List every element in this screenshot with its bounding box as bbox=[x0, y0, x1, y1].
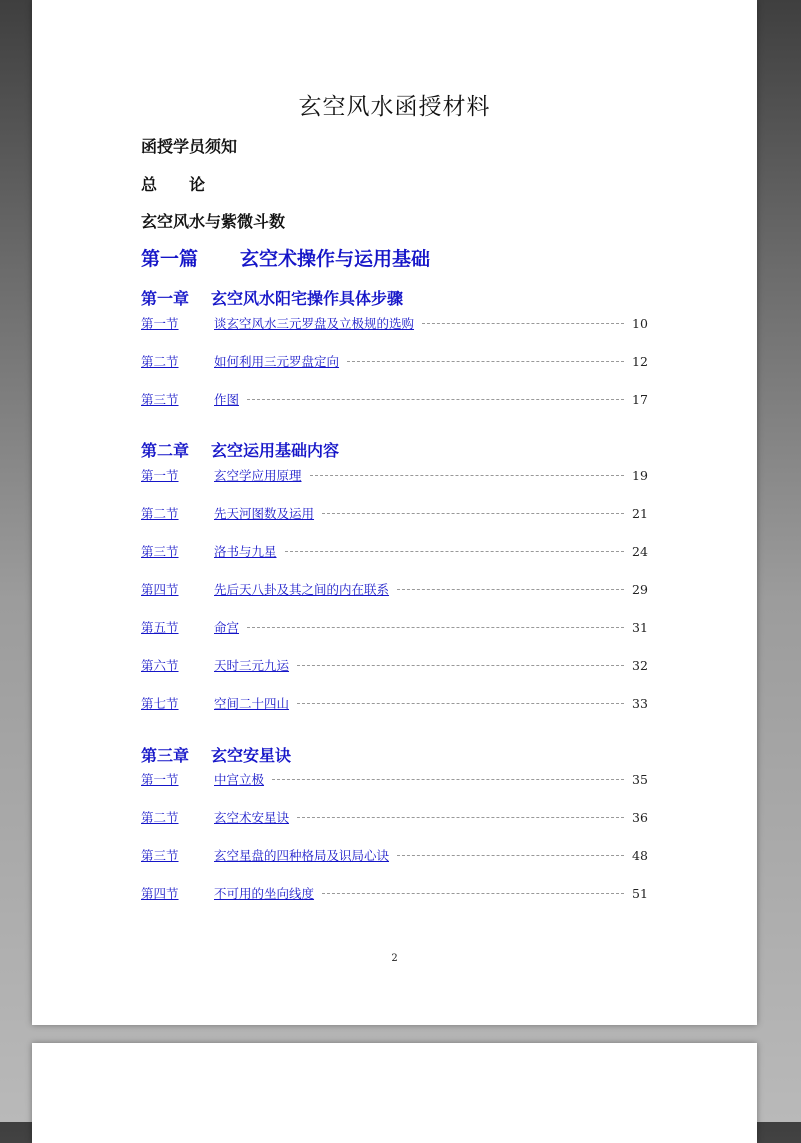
chapter-1-link[interactable] bbox=[141, 286, 403, 309]
section-number: 第一节 bbox=[141, 468, 179, 483]
section-page: 29 bbox=[632, 581, 648, 597]
section-page: 33 bbox=[632, 695, 648, 711]
part-title: 玄空术操作与运用基础 bbox=[240, 248, 431, 270]
section-number: 第二节 bbox=[141, 506, 179, 521]
section-number: 第一节 bbox=[141, 772, 179, 787]
section-page: 48 bbox=[632, 847, 648, 863]
section-title: 玄空术安星诀 bbox=[214, 810, 290, 825]
heading-fengshui-and-ziwei: 玄空风水与紫微斗数 bbox=[141, 212, 286, 231]
toc-entry-1-2[interactable] bbox=[141, 352, 648, 370]
document-page bbox=[32, 0, 757, 1025]
section-title: 命宫 bbox=[214, 620, 240, 635]
section-number: 第四节 bbox=[141, 886, 179, 901]
next-document-page bbox=[32, 1043, 757, 1143]
chapter-title: 玄空安星诀 bbox=[211, 746, 292, 765]
section-title: 不可用的坐向线度 bbox=[214, 886, 315, 901]
chapter-title: 玄空运用基础内容 bbox=[211, 441, 340, 460]
section-title: 玄空星盘的四种格局及识局心诀 bbox=[214, 848, 390, 863]
section-number: 第七节 bbox=[141, 696, 179, 711]
toc-entry-2-2[interactable] bbox=[141, 504, 648, 522]
section-number: 第三节 bbox=[141, 392, 179, 407]
dot-leader bbox=[297, 703, 624, 704]
dot-leader bbox=[322, 893, 624, 894]
heading-general-introduction: 总 论 bbox=[141, 175, 206, 194]
section-title: 中宫立极 bbox=[214, 772, 265, 787]
section-number: 第一节 bbox=[141, 316, 179, 331]
section-page: 19 bbox=[632, 467, 648, 483]
section-page: 24 bbox=[632, 543, 648, 559]
section-number: 第四节 bbox=[141, 582, 179, 597]
section-title: 作图 bbox=[214, 392, 240, 407]
section-number: 第六节 bbox=[141, 658, 179, 673]
section-number: 第二节 bbox=[141, 810, 179, 825]
chapter-title: 玄空风水阳宅操作具体步骤 bbox=[211, 289, 404, 308]
chapter-2-link[interactable] bbox=[141, 438, 339, 461]
document-title: 玄空风水函授材料 bbox=[298, 94, 491, 120]
section-page: 10 bbox=[632, 315, 648, 331]
dot-leader bbox=[247, 399, 624, 400]
toc-entry-2-3[interactable] bbox=[141, 542, 648, 560]
section-title: 洛书与九星 bbox=[214, 544, 277, 559]
dot-leader bbox=[347, 361, 624, 362]
toc-entry-2-6[interactable] bbox=[141, 656, 648, 674]
page-number: 2 bbox=[391, 953, 398, 964]
section-number: 第三节 bbox=[141, 848, 179, 863]
section-title: 空间二十四山 bbox=[214, 696, 290, 711]
toc-entry-3-2[interactable] bbox=[141, 808, 648, 826]
toc-entry-2-1[interactable] bbox=[141, 466, 648, 484]
section-page: 36 bbox=[632, 809, 648, 825]
section-page: 35 bbox=[632, 771, 648, 787]
part-heading-link[interactable] bbox=[141, 244, 430, 271]
toc-entry-3-4[interactable] bbox=[141, 884, 648, 902]
chapter-3-link[interactable] bbox=[141, 743, 291, 766]
section-number: 第二节 bbox=[141, 354, 179, 369]
dot-leader bbox=[297, 665, 624, 666]
chapter-number: 第三章 bbox=[141, 746, 190, 765]
dot-leader bbox=[285, 551, 624, 552]
section-page: 12 bbox=[632, 353, 648, 369]
toc-entry-1-3[interactable] bbox=[141, 390, 648, 408]
section-title: 如何利用三元罗盘定向 bbox=[214, 354, 340, 369]
toc-entry-2-4[interactable] bbox=[141, 580, 648, 598]
toc-entry-2-5[interactable] bbox=[141, 618, 648, 636]
dot-leader bbox=[310, 475, 624, 476]
section-page: 31 bbox=[632, 619, 648, 635]
part-number: 第一篇 bbox=[141, 248, 199, 270]
toc-entry-1-1[interactable] bbox=[141, 314, 648, 332]
dot-leader bbox=[247, 627, 624, 628]
section-page: 21 bbox=[632, 505, 648, 521]
section-title: 先天河图数及运用 bbox=[214, 506, 315, 521]
dot-leader bbox=[397, 589, 624, 590]
section-title: 谈玄空风水三元罗盘及立极规的选购 bbox=[214, 316, 415, 331]
section-number: 第三节 bbox=[141, 544, 179, 559]
section-title: 先后天八卦及其之间的内在联系 bbox=[214, 582, 390, 597]
section-page: 17 bbox=[632, 391, 648, 407]
section-page: 51 bbox=[632, 885, 648, 901]
toc-entry-3-3[interactable] bbox=[141, 846, 648, 864]
heading-student-notice: 函授学员须知 bbox=[141, 137, 238, 156]
dot-leader bbox=[422, 323, 624, 324]
chapter-number: 第一章 bbox=[141, 289, 190, 308]
section-title: 天时三元九运 bbox=[214, 658, 290, 673]
section-number: 第五节 bbox=[141, 620, 179, 635]
toc-entry-2-7[interactable] bbox=[141, 694, 648, 712]
dot-leader bbox=[322, 513, 624, 514]
toc-entry-3-1[interactable] bbox=[141, 770, 648, 788]
dot-leader bbox=[297, 817, 624, 818]
section-title: 玄空学应用原理 bbox=[214, 468, 302, 483]
section-page: 32 bbox=[632, 657, 648, 673]
chapter-number: 第二章 bbox=[141, 441, 190, 460]
dot-leader bbox=[272, 779, 624, 780]
dot-leader bbox=[397, 855, 624, 856]
